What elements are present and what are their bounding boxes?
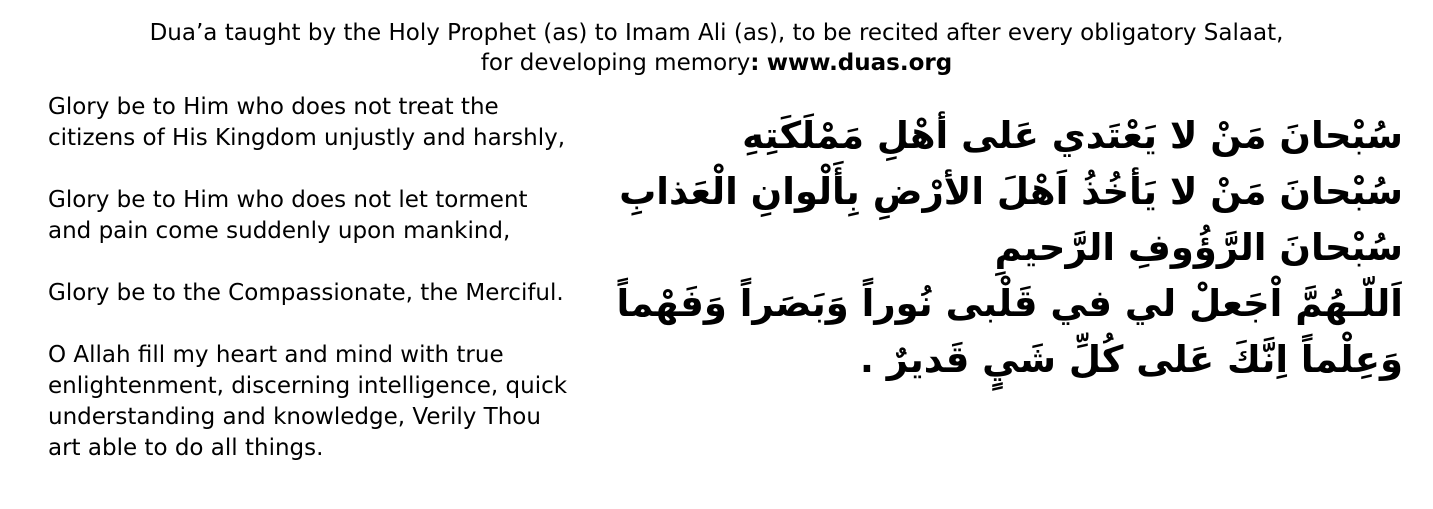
header-subtitle-text: for developing memory bbox=[480, 50, 751, 76]
arabic-text bbox=[616, 108, 1403, 388]
header-subtitle bbox=[0, 48, 1433, 78]
english-verse-2 bbox=[48, 185, 698, 247]
english-line: understanding and knowledge, Verily Thou bbox=[48, 404, 541, 430]
arabic-line-1: سُبْحانَ مَنْ لا يَعْتَدي عَلى أهْلِ مَمْلَكَتِهِ bbox=[742, 114, 1403, 157]
document-header bbox=[0, 18, 1433, 78]
website-link[interactable]: www.duas.org bbox=[766, 50, 953, 76]
english-line: art able to do all things. bbox=[48, 435, 324, 461]
arabic-line-5: وَعِلْماً اِنَّكَ عَلى كُلِّ شَيٍ قَديرٌ . bbox=[859, 338, 1403, 381]
header-title: Dua’a taught by the Holy Prophet (as) to Imam Ali (as), to be recited after every obligatory Salaat, bbox=[149, 20, 1284, 46]
arabic-line-2: سُبْحانَ مَنْ لا يَأخُذُ اَهْلَ الأرْضِ بِأَلْوانِ الْعَذابِ bbox=[619, 170, 1403, 213]
english-line: O Allah fill my heart and mind with true bbox=[48, 342, 504, 368]
english-translation bbox=[48, 92, 698, 464]
english-verse-4 bbox=[48, 340, 698, 464]
english-line: Glory be to Him who does not treat the bbox=[48, 94, 499, 120]
english-line: Glory be to Him who does not let torment bbox=[48, 187, 528, 213]
header-colon: : bbox=[750, 50, 760, 76]
english-verse-1 bbox=[48, 92, 698, 154]
english-line: Glory be to the Compassionate, the Merciful. bbox=[48, 280, 564, 306]
english-verse-3 bbox=[48, 278, 698, 309]
english-line: and pain come suddenly upon mankind, bbox=[48, 218, 511, 244]
english-line: citizens of His Kingdom unjustly and harshly, bbox=[48, 125, 566, 151]
arabic-line-3: سُبْحانَ الرَّؤُوفِ الرَّحيمِ bbox=[994, 226, 1403, 269]
english-line: enlightenment, discerning intelligence, quick bbox=[48, 373, 568, 399]
arabic-line-4: اَللّـهُمَّ اْجَعلْ لي في قَلْبى نُوراً وَبَصَراً وَفَهْماً bbox=[616, 282, 1403, 325]
